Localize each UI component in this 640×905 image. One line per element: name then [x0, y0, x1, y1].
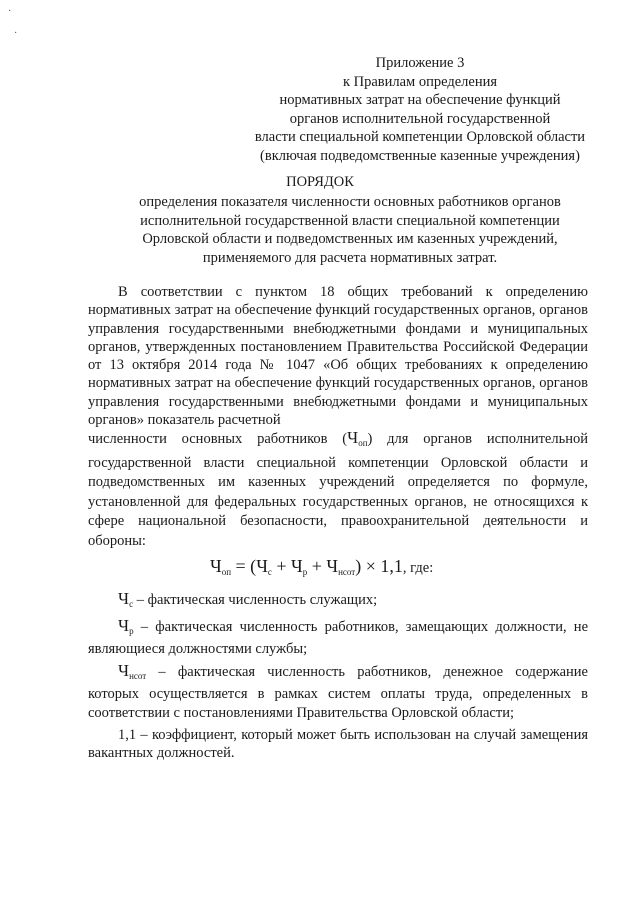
- definition-item: [88, 726, 588, 763]
- paragraph-text-after: ) для органов исполнительной государственной власти специальной компетенции Орловской области и подведомственных им казенных учреждений определяется по формуле, установленной для федеральных государственных органов, не относящихся к сфере национальной безопасности, правоохранительной деятельности и обороны:: [88, 431, 588, 549]
- definition-subscript: нсот: [129, 671, 147, 681]
- formula-eq-open: = (: [231, 556, 257, 576]
- appendix-line: (включая подведомственные казенные учреждения): [260, 147, 580, 164]
- document-title: ПОРЯДОК: [286, 174, 354, 190]
- formula-where: , где:: [402, 560, 434, 576]
- appendix-line: нормативных затрат на обеспечение функций: [279, 92, 561, 108]
- appendix-header: [170, 54, 640, 165]
- formula-term-sub: с: [267, 567, 272, 577]
- definition-item: [88, 617, 588, 659]
- definition-symbol: Ч: [118, 589, 130, 608]
- definition-item: [88, 662, 588, 722]
- definition-body: – фактическая численность работников, денежное содержание которых осуществляется в рамках систем оплаты труда, определенных в соответствии с постановлениями Правительства Орловской области;: [88, 664, 588, 721]
- paragraph-text: [88, 428, 588, 551]
- formula-plus: +: [271, 556, 292, 576]
- formula-term-sub: нсот: [338, 567, 356, 577]
- definition-symbol: Ч: [118, 661, 130, 680]
- definition-body: – фактическая численность служащих;: [133, 592, 378, 608]
- paragraph-intro: [88, 283, 588, 429]
- definition-body: 1,1 – коэффициент, который может быть использован на случай замещения вакантных должностей.: [88, 727, 588, 762]
- formula-term-sub: р: [302, 567, 308, 577]
- subtitle-line: исполнительной государственной власти специальной компетенции: [140, 212, 560, 229]
- definition-symbol: Ч: [118, 616, 130, 635]
- formula-term: Ч: [326, 556, 339, 576]
- definition-body: – фактическая численность работников, замещающих должности, не являющиеся должностями службы;: [88, 619, 588, 658]
- formula-symbol: Ч: [347, 428, 359, 447]
- definition-text: [88, 726, 588, 763]
- formula-plus: +: [307, 556, 327, 576]
- scan-mark: ·: [8, 6, 12, 17]
- definition-subscript: р: [129, 626, 134, 636]
- definition-text: [88, 662, 588, 722]
- paragraph-text: В соответствии с пунктом 18 общих требований к определению нормативных затрат на обеспечение функций государственных органов, органов управления государственными внебюджетными фондами и муниципальных органов, утвержденных постановлением Правительства Российской Федерации от 13 октября 2014 года № 1047 «Об общих требованиях к определению нормативных затрат на обеспечение функций государственных органов, органов управления государственными внебюджетными фондами и муниципальных органов» показатель расчетной: [88, 284, 588, 429]
- document-subtitle: [60, 193, 640, 267]
- formula: [210, 556, 510, 577]
- formula-term: Ч: [291, 556, 303, 576]
- subtitle-line: Орловской области и подведомственных им казенных учреждений,: [142, 231, 558, 247]
- paragraph-method: [88, 428, 588, 551]
- appendix-line: власти специальной компетенции Орловской области: [254, 129, 586, 145]
- formula-term: Ч: [256, 556, 268, 576]
- subtitle-line: определения показателя численности основных работников органов: [139, 194, 561, 210]
- appendix-line: к Правилам определения: [342, 73, 498, 90]
- formula-lhs: Ч: [210, 556, 222, 576]
- appendix-line: органов исполнительной государственной: [289, 110, 551, 127]
- definition-text: [88, 590, 588, 613]
- definition-item: [88, 590, 588, 613]
- formula-subscript: оп: [358, 438, 368, 448]
- formula-close: ) × 1,1: [355, 556, 403, 576]
- definition-text: [88, 617, 588, 659]
- subtitle-line: применяемого для расчета нормативных затрат.: [202, 249, 498, 266]
- scan-mark: ·: [14, 28, 18, 39]
- appendix-line: Приложение 3: [375, 55, 465, 71]
- definition-subscript: с: [129, 599, 134, 609]
- paragraph-text-before: численности основных работников (: [88, 431, 348, 447]
- formula-lhs-sub: оп: [221, 567, 232, 577]
